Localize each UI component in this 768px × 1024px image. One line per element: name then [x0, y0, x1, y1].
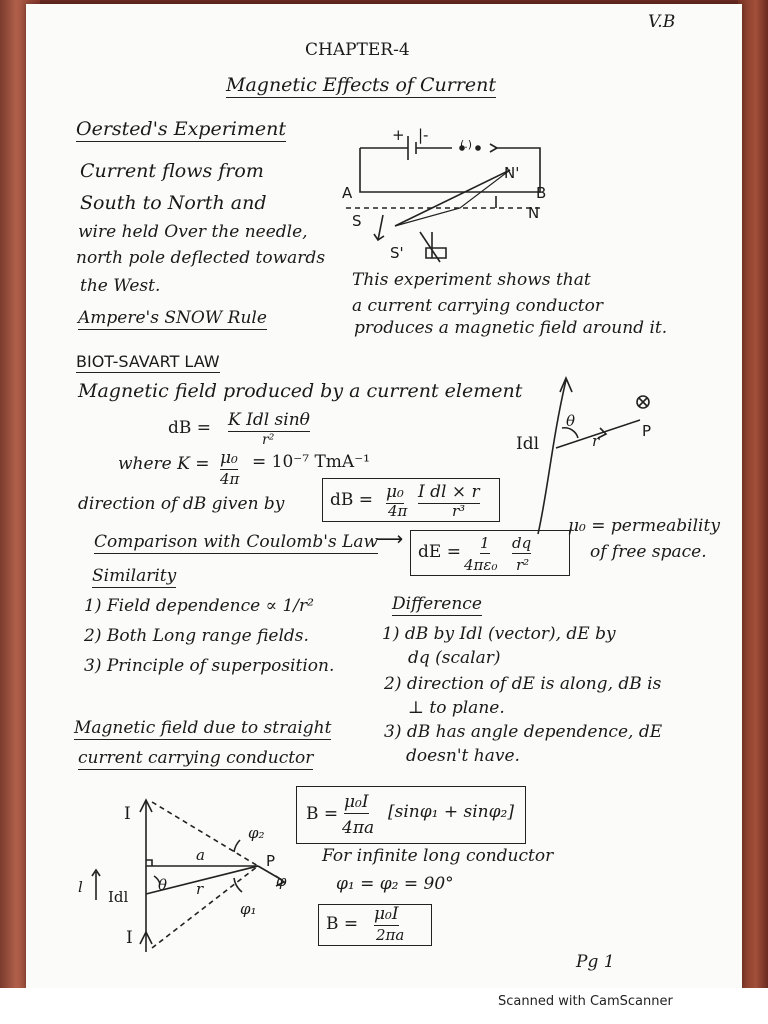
current-label-top: I: [124, 804, 131, 824]
vector-den1: 4π: [388, 502, 408, 520]
battery-minus: |-: [418, 126, 429, 144]
needle-north-prime: N': [504, 164, 520, 182]
needle-south: S: [352, 212, 362, 230]
page-title: Magnetic Effects of Current: [226, 74, 497, 96]
final-formula-num: μ₀I: [374, 904, 399, 924]
oersted-line: South to North and: [80, 192, 267, 214]
vector-lhs: dB =: [330, 490, 374, 510]
chapter-heading: CHAPTER-4: [305, 40, 410, 60]
difference-item: doesn't have.: [406, 746, 520, 766]
field-formula-rhs: [sinφ₁ + sinφ₂]: [388, 802, 514, 822]
phi2-label: φ₂: [248, 824, 265, 842]
difference-heading: Difference: [392, 594, 482, 614]
difference-item: ⊥ to plane.: [408, 698, 505, 718]
needle-south-prime: S': [390, 244, 404, 262]
k-numerator: μ₀: [220, 448, 238, 468]
point-p-label: P: [642, 422, 652, 440]
straight-heading-line2: current carrying conductor: [78, 748, 314, 768]
battery-plus: +: [392, 126, 405, 144]
de-den2: r²: [516, 556, 530, 574]
permeability-note: of free space.: [590, 542, 707, 562]
final-formula-den: 2πa: [376, 926, 405, 944]
author-initials: V.B: [648, 12, 676, 32]
eq1-numerator: K Idl sinθ: [228, 410, 310, 430]
page-number: Pg 1: [576, 952, 615, 972]
biot-intro: Magnetic field produced by a current element: [78, 380, 523, 402]
key-symbol: (.): [460, 138, 473, 151]
where-label: where K =: [118, 454, 210, 474]
difference-item: 2) direction of dE is along, dB is: [384, 674, 662, 694]
straight-heading-line1: Magnetic field due to straight: [74, 718, 332, 738]
eq1-lhs: dB =: [168, 418, 212, 438]
oersted-note: This experiment shows that: [352, 270, 591, 290]
oersted-line: Current flows from: [80, 160, 264, 182]
de-den1: 4πε₀: [464, 556, 498, 574]
field-formula-num: μ₀I: [344, 792, 369, 812]
infinite-conductor-note: For infinite long conductor: [322, 846, 554, 866]
idl-label: Idl: [516, 434, 540, 454]
oersted-line: the West.: [80, 276, 161, 296]
de-num1: 1: [480, 534, 490, 552]
direction-text: direction of dB given by: [78, 494, 285, 514]
de-lhs: dE =: [418, 542, 461, 562]
comparison-arrow: ⟶: [376, 528, 404, 550]
phi1-label: φ₁: [240, 900, 257, 918]
k-value: = 10⁻⁷ TmA⁻¹: [252, 452, 370, 472]
needle-north: N: [528, 204, 540, 222]
biot-savart-heading: BIOT-SAVART LAW: [76, 352, 220, 371]
similarity-item: 2) Both Long range fields.: [84, 626, 309, 646]
r-vector-label: r: [196, 880, 204, 898]
phi-equation: φ₁ = φ₂ = 90°: [336, 874, 454, 894]
current-label-bottom: I: [126, 928, 133, 948]
permeability-note: μ₀ = permeability: [568, 516, 720, 536]
oersted-heading: Oersted's Experiment: [76, 118, 286, 140]
theta-label: θ: [566, 412, 576, 430]
distance-a-label: a: [196, 846, 205, 864]
final-formula-lhs: B =: [326, 914, 359, 934]
vector-num1: μ₀: [386, 482, 404, 502]
oersted-note: produces a magnetic field around it.: [354, 318, 668, 338]
similarity-heading: Similarity: [92, 566, 177, 586]
oersted-note: a current carrying conductor: [352, 296, 603, 316]
oersted-line: north pole deflected towards: [76, 248, 326, 268]
phi-label: φ: [276, 872, 287, 890]
difference-item: 1) dB by Idl (vector), dE by: [382, 624, 616, 644]
de-num2: dq: [512, 534, 532, 552]
point-b-label: B: [536, 184, 547, 202]
vector-num2: I dl × r: [418, 482, 480, 502]
point-p-label: P: [266, 852, 276, 870]
k-denominator: 4π: [220, 470, 240, 488]
point-a-label: A: [342, 184, 353, 202]
scanner-watermark: Scanned with CamScanner: [498, 994, 673, 1009]
ampere-rule: Ampere's SNOW Rule: [78, 308, 267, 328]
similarity-item: 3) Principle of superposition.: [84, 656, 335, 676]
length-l-label: l: [78, 878, 83, 896]
oersted-line: wire held Over the needle,: [78, 222, 308, 242]
idl-label: Idl: [108, 888, 129, 906]
similarity-item: 1) Field dependence ∝ 1/r²: [84, 596, 314, 616]
comparison-heading: Comparison with Coulomb's Law: [94, 532, 379, 552]
field-formula-lhs: B =: [306, 804, 339, 824]
field-formula-den: 4πa: [342, 818, 375, 838]
theta-label: θ: [158, 876, 168, 894]
difference-item: dq (scalar): [408, 648, 501, 668]
r-vector-label: r: [592, 432, 600, 450]
difference-item: 3) dB has angle dependence, dE: [384, 722, 663, 742]
vector-den2: r³: [452, 502, 466, 520]
eq1-denominator: r²: [262, 432, 275, 448]
